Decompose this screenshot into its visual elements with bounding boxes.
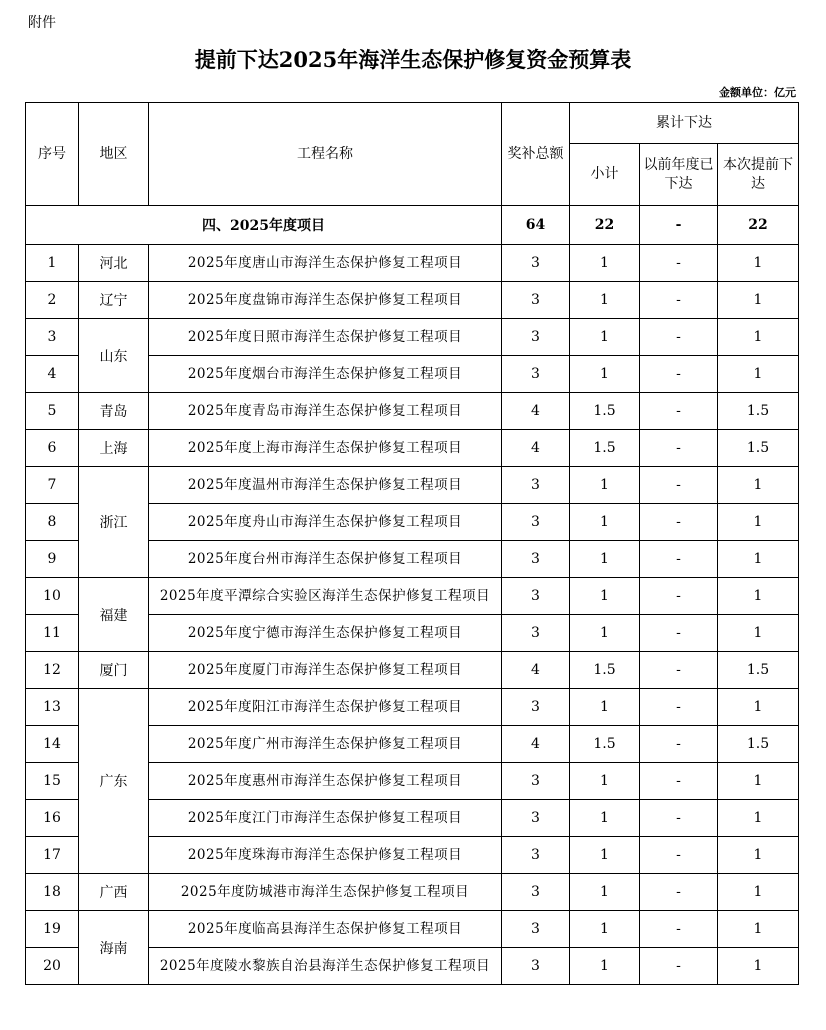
row-subtotal: 1 — [570, 763, 640, 800]
row-previous: - — [640, 282, 718, 319]
row-current: 1 — [718, 578, 799, 615]
row-project: 2025年度厦门市海洋生态保护修复工程项目 — [149, 652, 502, 689]
row-current: 1 — [718, 282, 799, 319]
row-award: 4 — [502, 726, 570, 763]
row-seq: 17 — [26, 837, 79, 874]
row-previous: - — [640, 911, 718, 948]
table-body — [26, 206, 799, 985]
table-row — [26, 393, 799, 430]
row-project: 2025年度台州市海洋生态保护修复工程项目 — [149, 541, 502, 578]
header-cumulative: 累计下达 — [570, 103, 799, 144]
row-award: 3 — [502, 615, 570, 652]
row-seq: 3 — [26, 319, 79, 356]
table-row — [26, 911, 799, 948]
table-row — [26, 282, 799, 319]
row-seq: 15 — [26, 763, 79, 800]
row-current: 1 — [718, 245, 799, 282]
row-seq: 12 — [26, 652, 79, 689]
row-seq: 2 — [26, 282, 79, 319]
row-award: 3 — [502, 245, 570, 282]
row-region: 上海 — [79, 430, 149, 467]
row-project: 2025年度宁德市海洋生态保护修复工程项目 — [149, 615, 502, 652]
row-region: 海南 — [79, 911, 149, 985]
header-previous: 以前年度已下达 — [640, 144, 718, 206]
row-award: 4 — [502, 393, 570, 430]
row-subtotal: 1 — [570, 467, 640, 504]
row-award: 4 — [502, 430, 570, 467]
row-subtotal: 1 — [570, 356, 640, 393]
header-award: 奖补总额 — [502, 103, 570, 206]
row-subtotal: 1.5 — [570, 393, 640, 430]
row-previous: - — [640, 689, 718, 726]
row-region: 厦门 — [79, 652, 149, 689]
row-project: 2025年度陵水黎族自治县海洋生态保护修复工程项目 — [149, 948, 502, 985]
row-previous: - — [640, 615, 718, 652]
row-subtotal: 1.5 — [570, 652, 640, 689]
row-current: 1 — [718, 615, 799, 652]
table-row — [26, 430, 799, 467]
row-award: 3 — [502, 504, 570, 541]
row-subtotal: 1 — [570, 504, 640, 541]
row-subtotal: 1 — [570, 689, 640, 726]
row-current: 1 — [718, 467, 799, 504]
row-previous: - — [640, 356, 718, 393]
summary-subtotal: 22 — [570, 206, 640, 245]
row-seq: 7 — [26, 467, 79, 504]
row-current: 1 — [718, 319, 799, 356]
row-subtotal: 1 — [570, 837, 640, 874]
row-award: 3 — [502, 948, 570, 985]
row-project: 2025年度舟山市海洋生态保护修复工程项目 — [149, 504, 502, 541]
header-seq: 序号 — [26, 103, 79, 206]
row-award: 3 — [502, 800, 570, 837]
row-project: 2025年度烟台市海洋生态保护修复工程项目 — [149, 356, 502, 393]
row-project: 2025年度日照市海洋生态保护修复工程项目 — [149, 319, 502, 356]
row-award: 3 — [502, 763, 570, 800]
row-subtotal: 1 — [570, 541, 640, 578]
row-previous: - — [640, 763, 718, 800]
row-award: 3 — [502, 689, 570, 726]
row-previous: - — [640, 430, 718, 467]
row-current: 1 — [718, 689, 799, 726]
row-seq: 8 — [26, 504, 79, 541]
row-region: 辽宁 — [79, 282, 149, 319]
row-region: 青岛 — [79, 393, 149, 430]
table-row — [26, 319, 799, 356]
row-current: 1 — [718, 911, 799, 948]
page-title: 提前下达2025年海洋生态保护修复资金预算表 — [194, 47, 632, 72]
summary-row — [26, 206, 799, 245]
row-seq: 13 — [26, 689, 79, 726]
row-current: 1.5 — [718, 652, 799, 689]
row-previous: - — [640, 467, 718, 504]
row-seq: 10 — [26, 578, 79, 615]
row-previous: - — [640, 726, 718, 763]
row-current: 1.5 — [718, 726, 799, 763]
row-current: 1.5 — [718, 393, 799, 430]
row-previous: - — [640, 948, 718, 985]
table-row — [26, 245, 799, 282]
row-award: 3 — [502, 319, 570, 356]
row-project: 2025年度临高县海洋生态保护修复工程项目 — [149, 911, 502, 948]
row-current: 1 — [718, 763, 799, 800]
row-subtotal: 1 — [570, 282, 640, 319]
row-previous: - — [640, 245, 718, 282]
row-seq: 11 — [26, 615, 79, 652]
row-seq: 18 — [26, 874, 79, 911]
row-subtotal: 1 — [570, 948, 640, 985]
row-award: 3 — [502, 282, 570, 319]
row-region: 浙江 — [79, 467, 149, 578]
row-seq: 20 — [26, 948, 79, 985]
row-previous: - — [640, 504, 718, 541]
table-row — [26, 467, 799, 504]
row-project: 2025年度温州市海洋生态保护修复工程项目 — [149, 467, 502, 504]
row-subtotal: 1 — [570, 911, 640, 948]
row-previous: - — [640, 652, 718, 689]
row-subtotal: 1.5 — [570, 430, 640, 467]
row-project: 2025年度珠海市海洋生态保护修复工程项目 — [149, 837, 502, 874]
row-region: 福建 — [79, 578, 149, 652]
summary-label: 四、2025年度项目 — [26, 206, 502, 245]
row-project: 2025年度唐山市海洋生态保护修复工程项目 — [149, 245, 502, 282]
row-project: 2025年度惠州市海洋生态保护修复工程项目 — [149, 763, 502, 800]
summary-current: 22 — [718, 206, 799, 245]
row-project: 2025年度防城港市海洋生态保护修复工程项目 — [149, 874, 502, 911]
row-current: 1.5 — [718, 430, 799, 467]
row-award: 3 — [502, 356, 570, 393]
row-region: 广东 — [79, 689, 149, 874]
row-seq: 16 — [26, 800, 79, 837]
row-subtotal: 1 — [570, 874, 640, 911]
row-award: 3 — [502, 911, 570, 948]
row-previous: - — [640, 837, 718, 874]
table-row — [26, 689, 799, 726]
row-project: 2025年度上海市海洋生态保护修复工程项目 — [149, 430, 502, 467]
row-region: 山东 — [79, 319, 149, 393]
row-seq: 19 — [26, 911, 79, 948]
row-project: 2025年度阳江市海洋生态保护修复工程项目 — [149, 689, 502, 726]
row-previous: - — [640, 541, 718, 578]
row-previous: - — [640, 874, 718, 911]
row-seq: 5 — [26, 393, 79, 430]
row-region: 广西 — [79, 874, 149, 911]
header-current: 本次提前下达 — [718, 144, 799, 206]
row-current: 1 — [718, 541, 799, 578]
row-seq: 1 — [26, 245, 79, 282]
row-subtotal: 1 — [570, 319, 640, 356]
row-previous: - — [640, 319, 718, 356]
header-region: 地区 — [79, 103, 149, 206]
row-subtotal: 1 — [570, 800, 640, 837]
summary-award: 64 — [502, 206, 570, 245]
row-project: 2025年度青岛市海洋生态保护修复工程项目 — [149, 393, 502, 430]
row-seq: 14 — [26, 726, 79, 763]
row-award: 3 — [502, 874, 570, 911]
row-previous: - — [640, 578, 718, 615]
row-current: 1 — [718, 837, 799, 874]
row-award: 3 — [502, 467, 570, 504]
header-subtotal: 小计 — [570, 144, 640, 206]
table-row — [26, 874, 799, 911]
row-subtotal: 1 — [570, 578, 640, 615]
row-seq: 9 — [26, 541, 79, 578]
row-current: 1 — [718, 504, 799, 541]
row-previous: - — [640, 393, 718, 430]
row-seq: 6 — [26, 430, 79, 467]
row-subtotal: 1 — [570, 245, 640, 282]
row-subtotal: 1.5 — [570, 726, 640, 763]
row-previous: - — [640, 800, 718, 837]
row-award: 3 — [502, 578, 570, 615]
attachment-label: 附件 — [28, 15, 56, 31]
unit-label: 金额单位：亿元 — [719, 86, 796, 99]
header-project: 工程名称 — [149, 103, 502, 206]
row-award: 3 — [502, 541, 570, 578]
budget-table — [25, 102, 799, 985]
row-subtotal: 1 — [570, 615, 640, 652]
row-project: 2025年度平潭综合实验区海洋生态保护修复工程项目 — [149, 578, 502, 615]
row-current: 1 — [718, 356, 799, 393]
summary-previous: - — [640, 206, 718, 245]
row-seq: 4 — [26, 356, 79, 393]
row-award: 4 — [502, 652, 570, 689]
row-current: 1 — [718, 948, 799, 985]
row-project: 2025年度广州市海洋生态保护修复工程项目 — [149, 726, 502, 763]
row-award: 3 — [502, 837, 570, 874]
row-project: 2025年度盘锦市海洋生态保护修复工程项目 — [149, 282, 502, 319]
row-current: 1 — [718, 800, 799, 837]
table-row — [26, 652, 799, 689]
row-current: 1 — [718, 874, 799, 911]
row-project: 2025年度江门市海洋生态保护修复工程项目 — [149, 800, 502, 837]
row-region: 河北 — [79, 245, 149, 282]
table-row — [26, 578, 799, 615]
